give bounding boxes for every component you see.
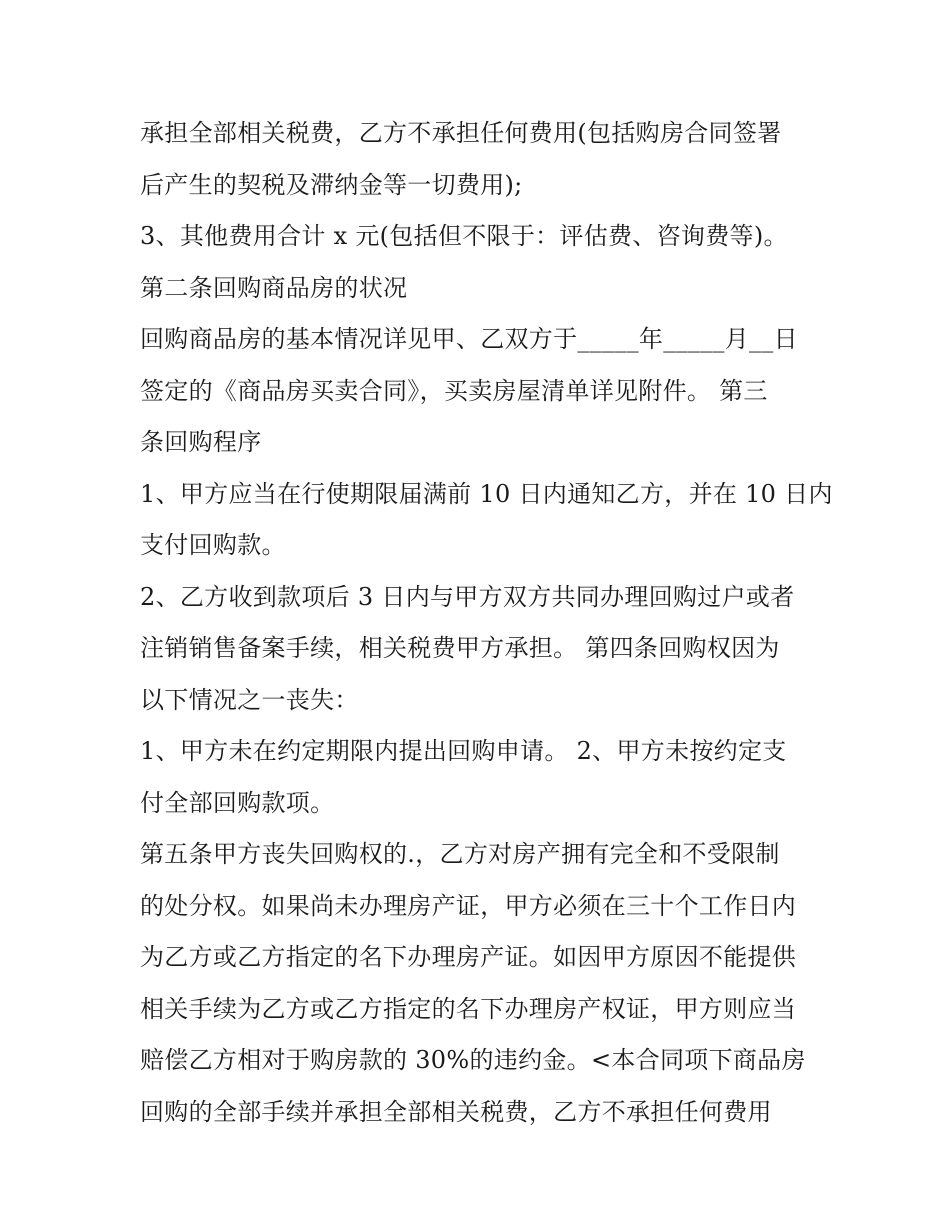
text-line: 第五条甲方丧失回购权的.，乙方对房产拥有完全和不受限制 <box>140 840 780 868</box>
text-line: 回购的全部手续并承担全部相关税费，乙方不承担任何费用 <box>140 1097 772 1126</box>
text-line: 签定的《商品房买卖合同》，买卖房屋清单详见附件。 第三 <box>140 376 768 405</box>
text-line: 以下情况之一丧失： <box>140 685 359 714</box>
text-line: 相关手续为乙方或乙方指定的名下办理房产权证，甲方则应当 <box>140 994 797 1023</box>
text-line: 1、甲方未在约定期限内提出回购申请。 2、甲方未按约定支 <box>140 737 787 765</box>
text-line: 回购商品房的基本情况详见甲、乙双方于_____年_____月__日 <box>140 325 798 353</box>
text-line: 后产生的契税及滞纳金等一切费用); <box>140 170 523 199</box>
text-line: 1、甲方应当在行使期限届满前 10 日内通知乙方，并在 10 日内 <box>140 479 833 508</box>
text-line: 付全部回购款项。 <box>140 788 335 817</box>
text-line: 为乙方或乙方指定的名下办理房产证。如因甲方原因不能提供 <box>140 943 797 971</box>
document-body <box>140 108 833 1138</box>
section-heading: 第二条回购商品房的状况 <box>140 273 408 302</box>
text-line: 支付回购款。 <box>140 531 286 559</box>
text-line: 注销销售备案手续，相关税费甲方承担。 第四条回购权因为 <box>140 634 780 662</box>
text-line: 承担全部相关税费，乙方不承担任何费用(包括购房合同签署 <box>140 119 782 147</box>
text-line: 条回购程序 <box>140 428 262 456</box>
text-line: 2、乙方收到款项后 3 日内与甲方双方共同办理回购过户或者 <box>140 582 795 611</box>
text-line: 赔偿乙方相对于购房款的 30%的违约金。<本合同项下商品房 <box>140 1046 806 1074</box>
text-line: 3、其他费用合计 x 元(包括但不限于：评估费、咨询费等)。 <box>140 222 788 250</box>
text-line: 的处分权。如果尚未办理房产证，甲方必须在三十个工作日内 <box>140 891 797 920</box>
